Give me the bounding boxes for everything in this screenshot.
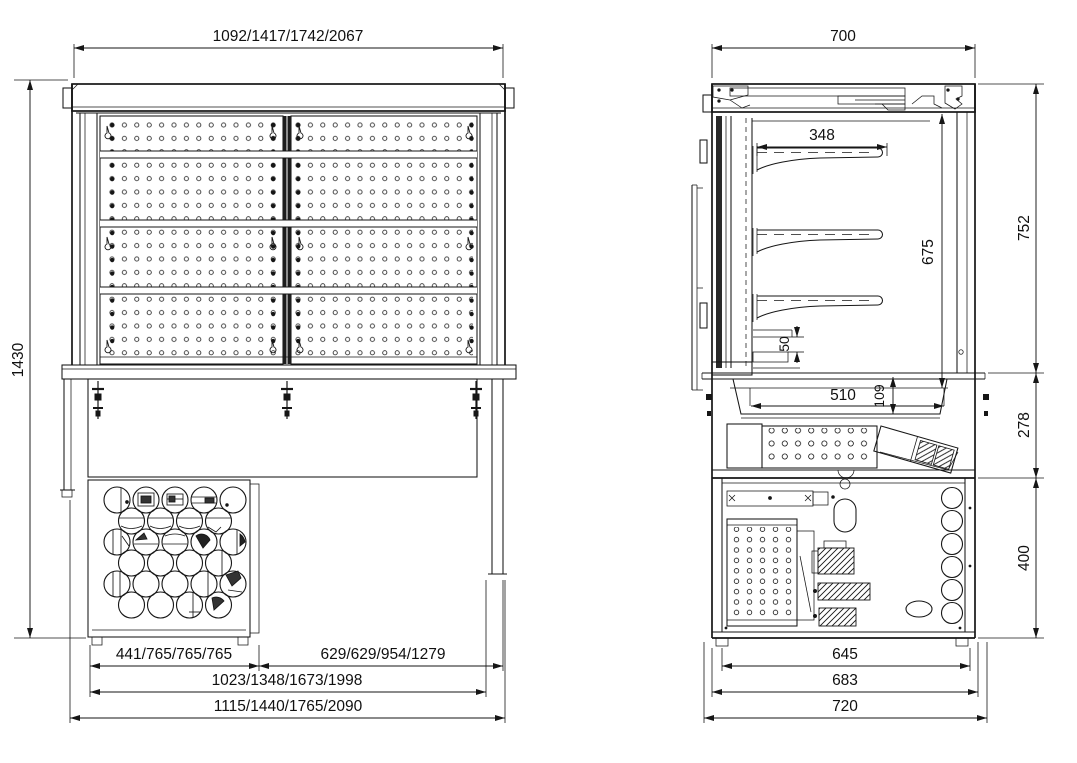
dim-base-total: 720 [832, 698, 858, 715]
dim-side-mid-height: 278 [1016, 412, 1033, 438]
compressor-unit [812, 541, 870, 626]
front-left-leg [60, 379, 75, 497]
machine-compartment [712, 478, 975, 646]
glass-door [692, 95, 752, 390]
top-mechanism [713, 86, 962, 110]
dim-front-bottom-right-seg: 629/629/954/1279 [320, 646, 446, 663]
dim-shelf-depth: 348 [809, 127, 835, 144]
front-view-drawing [60, 84, 516, 645]
evaporator-fan-unit [874, 426, 958, 473]
mounting-clamp-side-left [703, 381, 715, 419]
condenser-unit [727, 519, 814, 626]
dim-well-depth: 109 [871, 384, 887, 408]
dim-front-overall-width: 1092/1417/1742/2067 [212, 28, 364, 45]
compartment-bracket [727, 491, 834, 506]
mounting-clamps-front [92, 381, 482, 419]
foot-left [716, 638, 728, 646]
perforated-back-panels [100, 116, 477, 364]
dim-front-bottom-left-seg: 441/765/765/765 [115, 646, 233, 663]
dim-side-lower-height: 400 [1016, 545, 1033, 571]
door-top-hinge [703, 95, 712, 112]
side-top-band [712, 84, 975, 112]
well-front-panel [88, 379, 482, 477]
dim-outlet-gap: 50 [776, 336, 792, 352]
dim-side-upper-height: 752 [1016, 215, 1033, 241]
dim-base-inner: 645 [832, 646, 858, 663]
counter-band [62, 365, 516, 379]
shelf [753, 146, 883, 174]
cable-gland [840, 479, 850, 489]
dim-well-width: 510 [830, 387, 856, 404]
door-handle-rail [692, 185, 703, 390]
side-dimensions [704, 28, 1044, 723]
foot-right [956, 638, 968, 646]
dim-front-bottom-mid: 1023/1348/1673/1998 [211, 672, 363, 689]
side-view-drawing [692, 84, 992, 646]
dim-front-height: 1430 [10, 342, 27, 378]
grille-holes [104, 487, 246, 618]
rear-vent-holes [906, 488, 963, 624]
drain-opening [834, 499, 856, 532]
front-right-leg [488, 379, 507, 574]
dim-front-bottom-total: 1115/1440/1765/2090 [213, 698, 363, 715]
display-shelves [753, 146, 883, 368]
dim-opening-height: 675 [920, 239, 937, 265]
dim-side-depth: 700 [830, 28, 856, 45]
front-cornice [63, 84, 514, 111]
mounting-clamp-side-right [980, 381, 992, 419]
well-tray-assembly [712, 424, 975, 478]
ventilation-grille [88, 480, 259, 645]
dim-base-frame: 683 [832, 672, 858, 689]
